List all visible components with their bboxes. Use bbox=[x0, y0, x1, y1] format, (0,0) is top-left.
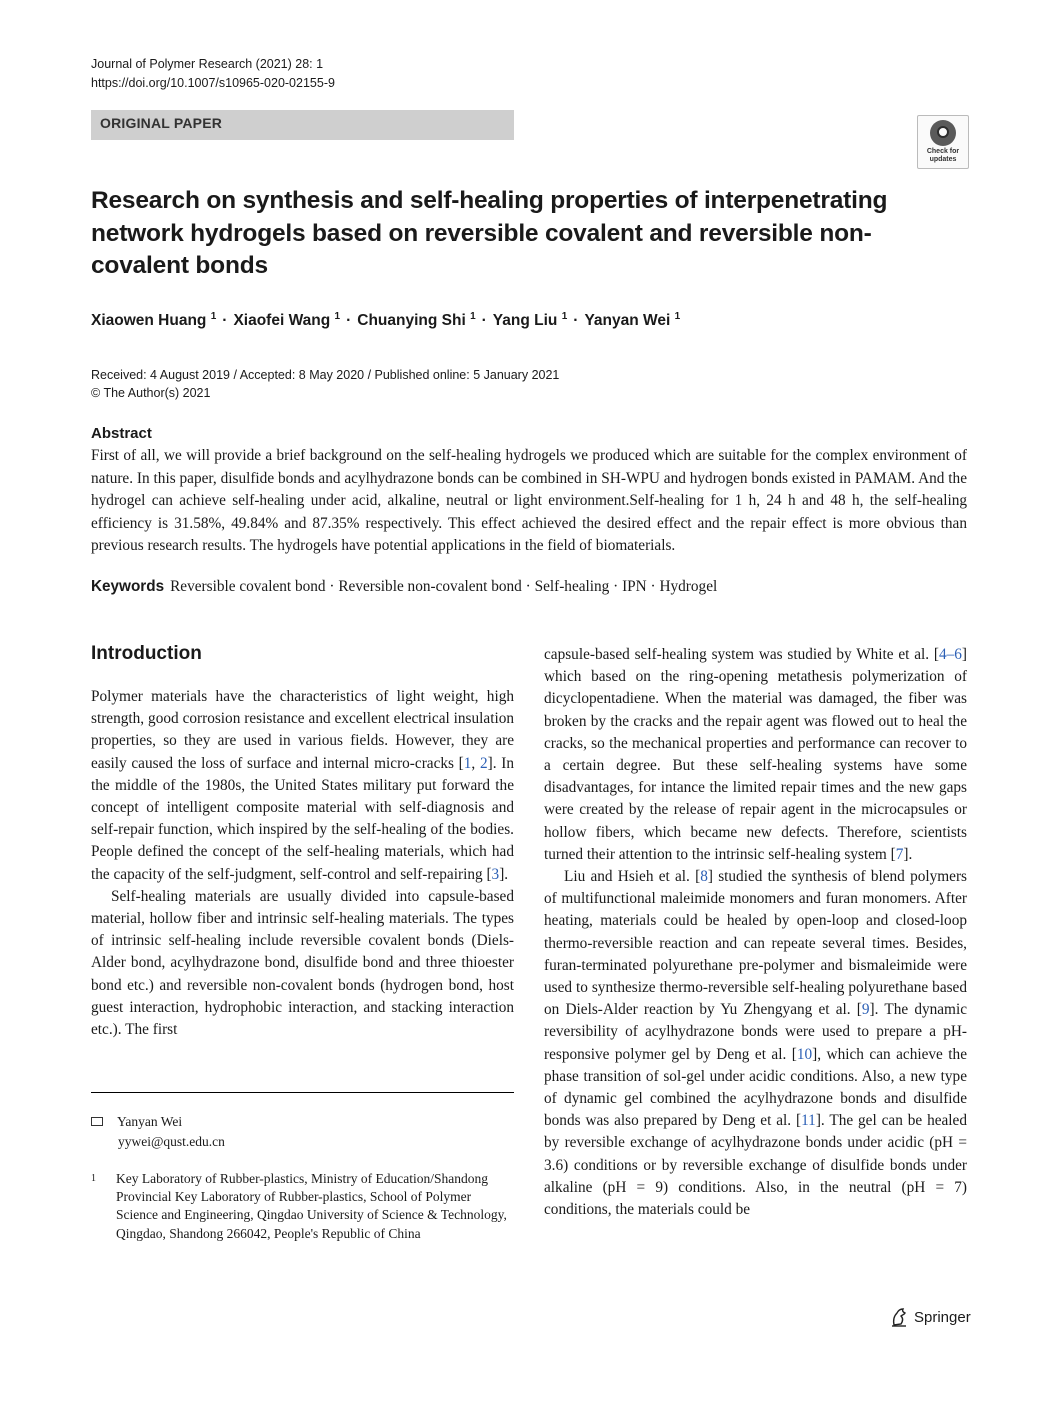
paper-title: Research on synthesis and self-healing properties of interpenetrating network hydrogels based on reversible covalent and reversible non-covalent bonds bbox=[91, 187, 888, 279]
affiliation-text: Key Laboratory of Rubber-plastics, Ministry of Education/Shandong Provincial Key Laboratory of Rubber-plastics, School of Polymer Science and Engineering, Qingdao University of Science & Technology, Qingdao, Shandong 266042, People's Republic of China bbox=[116, 1171, 507, 1241]
corresponding-name: Yanyan Wei bbox=[117, 1114, 183, 1129]
author[interactable]: Chuanying Shi $^1$ bbox=[357, 311, 476, 330]
doi-link[interactable]: https://doi.org/10.1007/s10965-020-02155-9 bbox=[91, 76, 335, 90]
author[interactable]: Xiaowen Huang $^1$ bbox=[91, 311, 217, 330]
check-updates-label: Check for updates bbox=[926, 148, 960, 163]
citation-link[interactable]: 4–6 bbox=[938, 646, 962, 663]
publication-dates bbox=[91, 366, 559, 402]
journal-header bbox=[91, 55, 335, 93]
copyright-line: © The Author(s) 2021 bbox=[91, 386, 211, 400]
author[interactable]: Yanyan Wei $^1$ bbox=[584, 311, 681, 330]
article-type-bar bbox=[91, 110, 514, 140]
citation-link[interactable]: 11 bbox=[801, 1112, 816, 1130]
article-type-label: ORIGINAL PAPER bbox=[100, 115, 223, 131]
citation-link[interactable]: 3 bbox=[491, 865, 500, 883]
citation-link[interactable]: 7 bbox=[895, 845, 904, 863]
footnote-divider bbox=[91, 1092, 514, 1093]
abstract-text: First of all, we will provide a brief background on the self-healing hydrogels we produced which are suitable for the complex environment of nature. In this paper, disulfide bonds and acylhydrazone bonds can be combined in SH-WPU and hydrogen bonds existed in PAMAM. And the hydrogel can achieve self-healing under acid, alkaline, neutral or light environment.Self-healing for 1 h, 24 h and 48 h, the self-healing efficiency is 31.58%, 49.84% and 87.35% respectively. This effect achieved the desired effect and the repair effect is more obvious than previous research results. The hydrogels have potential applications in the field of biomaterials. bbox=[91, 447, 967, 554]
citation-link[interactable]: 1 bbox=[463, 754, 472, 772]
citation-link[interactable]: 9 bbox=[861, 1001, 870, 1019]
paragraph: Polymer materials have the characteristics of light weight, high strength, good corrosion resistance and excellent electrical insulation properties, so they are used in various fields. However, they are easily caused the loss of surface and internal micro-cracks [1, 2]. In the middle of the 1980s, the United States military put forward the concept of intelligent composite material with self-diagnosis and self-repair function, which inspired by the self-healing of the bodies. People defined the concept of the self-healing materials, which had the capacity of the self-judgment, self-control and self-repairing [3]. bbox=[91, 688, 514, 883]
abstract-heading: Abstract bbox=[91, 425, 152, 442]
dates-line: Received: 4 August 2019 / Accepted: 8 May 2020 / Published online: 5 January 2021 bbox=[91, 368, 560, 382]
paragraph: capsule-based self-healing system was studied by White et al. [4–6] which based on the ring-opening metathesis polymerization of dicyclopentadiene. When the material was damaged, the fiber was broken by the cracks and the repair agent was flowed out to heal the cracks, so the mechanical properties and performance can recover to a certain degree. But these self-healing systems have some disadvantages, for intance the limited repair times and the new gaps were created by the release of repair agent in the microcapsules or hollow fibers, which became new defects. Therefore, scientists turned their attention to the intrinsic self-healing system [7]. bbox=[544, 646, 967, 863]
envelope-icon bbox=[91, 1117, 103, 1126]
author-list: Xiaowen Huang $^1$ · Xiaofei Wang $^1$ · Chuanying Shi $^1$ · Yang Liu $^1$ · Yanyan Wei $^1$ bbox=[91, 311, 681, 330]
author[interactable]: Xiaofei Wang $^1$ bbox=[233, 311, 341, 330]
springer-horse-icon bbox=[890, 1307, 908, 1327]
citation-link[interactable]: 2 bbox=[479, 754, 488, 772]
publisher-name: Springer bbox=[914, 1308, 971, 1326]
citation-link[interactable]: 8 bbox=[700, 868, 708, 886]
check-updates-icon bbox=[930, 120, 956, 146]
keywords-heading: Keywords bbox=[91, 578, 165, 595]
citation-link[interactable]: 10 bbox=[796, 1045, 813, 1063]
corresponding-email[interactable]: yywei@qust.edu.cn bbox=[118, 1134, 225, 1149]
left-column bbox=[91, 686, 514, 1041]
check-for-updates-badge[interactable] bbox=[917, 115, 969, 169]
author[interactable]: Yang Liu $^1$ bbox=[492, 311, 568, 330]
publisher-logo bbox=[890, 1307, 971, 1327]
journal-citation: Journal of Polymer Research (2021) 28: 1 bbox=[91, 57, 324, 71]
paragraph: Self-healing materials are usually divided into capsule-based material, hollow fiber and intrinsic self-healing materials. The types of intrinsic self-healing include reversible covalent bonds (Diels-Alder bond, acylhydrazone bond, disulfide bond and three thioester bond etc.) and reversible non-covalent bonds (hydrogen bond, host guest interaction, hydrophobic interaction, and stacking interaction etc.). The first bbox=[91, 887, 514, 1039]
corresponding-author bbox=[91, 1112, 225, 1152]
right-column bbox=[544, 644, 967, 1221]
introduction-heading: Introduction bbox=[91, 643, 202, 664]
affiliation-number: 1 bbox=[91, 1173, 96, 1184]
keywords-list: Reversible covalent bond · Reversible non-covalent bond · Self-healing · IPN · Hydrogel bbox=[170, 578, 718, 595]
keywords bbox=[91, 578, 967, 596]
paragraph: Liu and Hsieh et al. [8] studied the synthesis of blend polymers of multifunctional maleimide monomers and furan monomers. After heating, materials could be healed by open-loop and closed-loop thermo-reversible reaction and can repeate several times. Besides, furan-terminated polyurethane pre-polymer and bismaleimide were used to synthesize thermo-reversible self-healing polyurethane based on Diels-Alder reaction by Yu Zhengyang et al. [9]. The dynamic reversibility of acylhydrazone bonds were used to prepare a pH-responsive polymer gel by Deng et al. [10], which can achieve the phase transition of sol-gel under acidic conditions. Also, a new type of dynamic gel combined the acylhydrazone bonds and disulfide bonds was also prepared by Deng et al. [11]. The gel can be healed by reversible exchange of acylhydrazone bonds under acidic (pH = 3.6) conditions or by reversible exchange of disulfide bonds under alkaline (pH = 9) conditions. Also, in the neutral (pH = 7) conditions, the materials could be bbox=[544, 868, 967, 1219]
